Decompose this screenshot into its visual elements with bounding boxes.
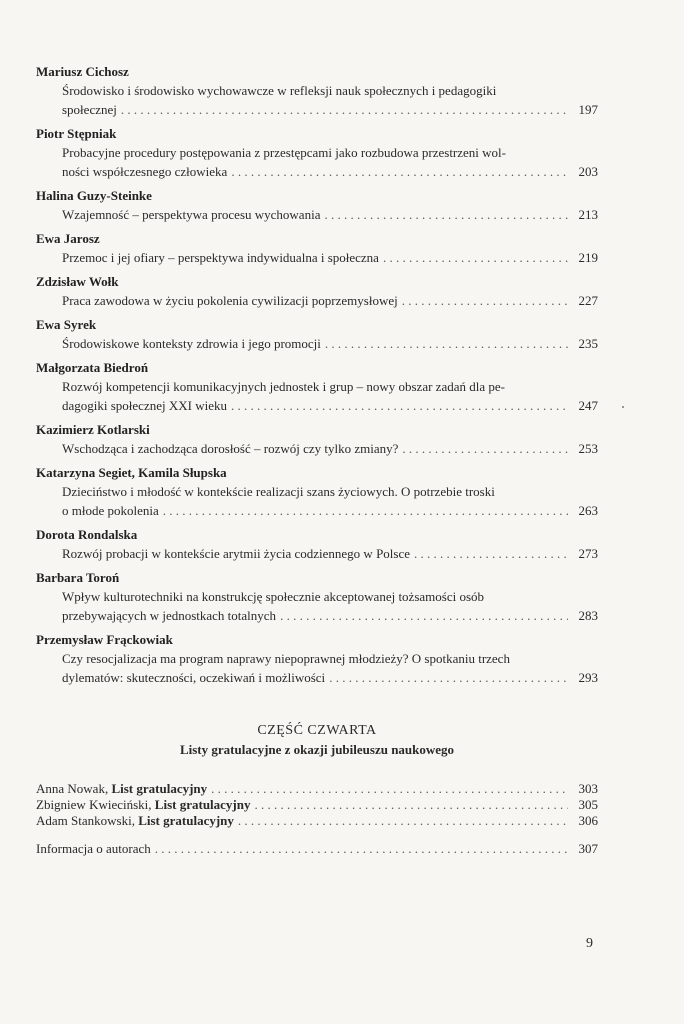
leader-dots [324,205,568,224]
entry-title-last-line [62,248,598,267]
scan-speck [622,406,624,408]
entry-page-number: 227 [578,293,598,308]
entry-title-last-line [62,205,598,224]
entry-author: Przemysław Frąckowiak [36,632,173,647]
entry-page-number: 263 [578,503,598,518]
entry-title-last-line [62,396,598,415]
toc-entry[interactable] [36,186,598,224]
letter-author: Zbigniew Kwieciński, [36,797,152,812]
entry-title-line: Czy resocjalizacja ma program naprawy niepoprawnej młodzieży? O spotkaniu trzech [62,651,510,666]
leader-dots [121,100,568,119]
leader-dots [402,439,568,458]
entry-page-number: 283 [578,608,598,623]
letter-title [36,797,251,813]
entry-title-last-line [62,100,598,119]
letter-label: List gratulacyjny [138,813,234,828]
toc-entries [36,62,598,687]
entry-title-line: Środowisko i środowisko wychowawcze w refleksji nauk społecznych i pedagogiki [62,83,497,98]
letter-title [36,781,207,797]
leader-dots [163,501,568,520]
leader-dots [325,334,568,353]
toc-entry[interactable] [36,358,598,415]
entry-title-last-line [62,439,598,458]
entry-title-text: przebywających w jednostkach totalnych [62,608,277,623]
part-subtitle: Listy gratulacyjne z okazji jubileuszu naukowego [179,742,455,757]
leader-dots [383,248,568,267]
entry-page-number: 213 [578,207,598,222]
entry-title-line: Dzieciństwo i młodość w kontekście realizacji szans życiowych. O potrzebie troski [62,484,495,499]
table-of-contents [36,62,598,857]
leader-dots [155,841,568,857]
toc-entry[interactable] [36,525,598,563]
entry-title-text: ności współczesnego człowieka [62,164,228,179]
letter-page-number: 305 [578,797,598,812]
entry-author: Mariusz Cichosz [36,64,129,79]
info-label: Informacja o autorach [36,841,151,856]
entry-author: Ewa Jarosz [36,231,100,246]
leader-dots [414,544,568,563]
entry-page-number: 293 [578,670,598,685]
entry-title-line: Probacyjne procedury postępowania z przestępcami jako rozbudowa przestrzeni wol- [62,145,506,160]
toc-entry[interactable] [36,463,598,520]
toc-entry[interactable] [36,630,598,687]
leader-dots [231,162,568,181]
leader-dots [280,606,568,625]
entry-author: Katarzyna Segiet, Kamila Słupska [36,465,227,480]
entry-title [36,291,598,310]
toc-entry[interactable] [36,568,598,625]
letters-list [36,781,598,829]
entry-author: Zdzisław Wołk [36,274,119,289]
letter-label: List gratulacyjny [111,781,208,796]
entry-page-number: 219 [578,250,598,265]
toc-entry-letter[interactable] [36,813,598,829]
letter-page-number: 303 [578,781,598,796]
entry-author: Małgorzata Biedroń [36,360,149,375]
page-number: 9 [586,936,593,951]
letter-label: List gratulacyjny [154,797,251,812]
entry-title-last-line [62,544,598,563]
toc-entry-info[interactable] [36,841,598,857]
toc-entry-letter[interactable] [36,797,598,813]
entry-title-last-line [62,501,598,520]
entry-title-last-line [62,162,598,181]
entry-title [36,649,598,687]
entry-title-text: Rozwój probacji w kontekście arytmii życia codziennego w Polsce [62,546,411,561]
leader-dots [211,781,568,797]
entry-title-last-line [62,606,598,625]
toc-entry[interactable] [36,62,598,119]
entry-title-text: Wzajemność – perspektywa procesu wychowania [62,207,321,222]
entry-title [36,439,598,458]
entry-title-last-line [62,668,598,687]
entry-title [36,248,598,267]
entry-title-text: o młode pokolenia [62,503,159,518]
leader-dots [329,668,568,687]
entry-title-text: dagogiki społecznej XXI wieku [62,398,227,413]
toc-entry[interactable] [36,315,598,353]
toc-entry[interactable] [36,420,598,458]
entry-title [36,81,598,119]
entry-author: Ewa Syrek [36,317,97,332]
info-page: 307 [578,841,598,856]
toc-entry[interactable] [36,124,598,181]
entry-author: Barbara Toroń [36,570,120,585]
entry-author: Piotr Stępniak [36,126,117,141]
entry-title [36,377,598,415]
entry-title [36,587,598,625]
letter-author: Adam Stankowski, [36,813,135,828]
entry-page-number: 253 [578,441,598,456]
entry-title-text: Przemoc i jej ofiary – perspektywa indywidualna i społeczna [62,250,379,265]
entry-title-text: Praca zawodowa w życiu pokolenia cywilizacji poprzemysłowej [62,293,398,308]
entry-title-last-line [62,291,598,310]
entry-title [36,482,598,520]
toc-entry[interactable] [36,272,598,310]
entry-title-text: Wschodząca i zachodząca dorosłość – rozwój czy tylko zmiany? [62,441,399,456]
entry-author: Halina Guzy-Steinke [36,188,152,203]
toc-entry[interactable] [36,229,598,267]
part-title: CZĘŚĆ CZWARTA [257,723,377,738]
entry-title-text: społecznej [62,102,117,117]
entry-title [36,544,598,563]
entry-title-line: Wpływ kulturotechniki na konstrukcję społecznie akceptowanej tożsamości osób [62,589,485,604]
toc-entry-letter[interactable] [36,781,598,797]
entry-title [36,143,598,181]
part-heading [36,721,598,759]
entry-author: Kazimierz Kotlarski [36,422,150,437]
entry-title-line: Rozwój kompetencji komunikacyjnych jednostek i grup – nowy obszar zadań dla pe- [62,379,505,394]
entry-title-text: Środowiskowe konteksty zdrowia i jego promocji [62,336,321,351]
leader-dots [231,396,568,415]
letter-author: Anna Nowak, [36,781,109,796]
leader-dots [402,291,568,310]
entry-page-number: 273 [578,546,598,561]
entry-page-number: 235 [578,336,598,351]
letter-page-number: 306 [578,813,598,828]
leader-dots [238,813,568,829]
entry-title [36,205,598,224]
entry-page-number: 203 [578,164,598,179]
letter-title [36,813,234,829]
entry-title-text: dylematów: skuteczności, oczekiwań i możliwości [62,670,326,685]
leader-dots [255,797,569,813]
entry-page-number: 197 [578,102,598,117]
entry-author: Dorota Rondalska [36,527,138,542]
entry-title [36,334,598,353]
entry-page-number: 247 [578,398,598,413]
entry-title-last-line [62,334,598,353]
